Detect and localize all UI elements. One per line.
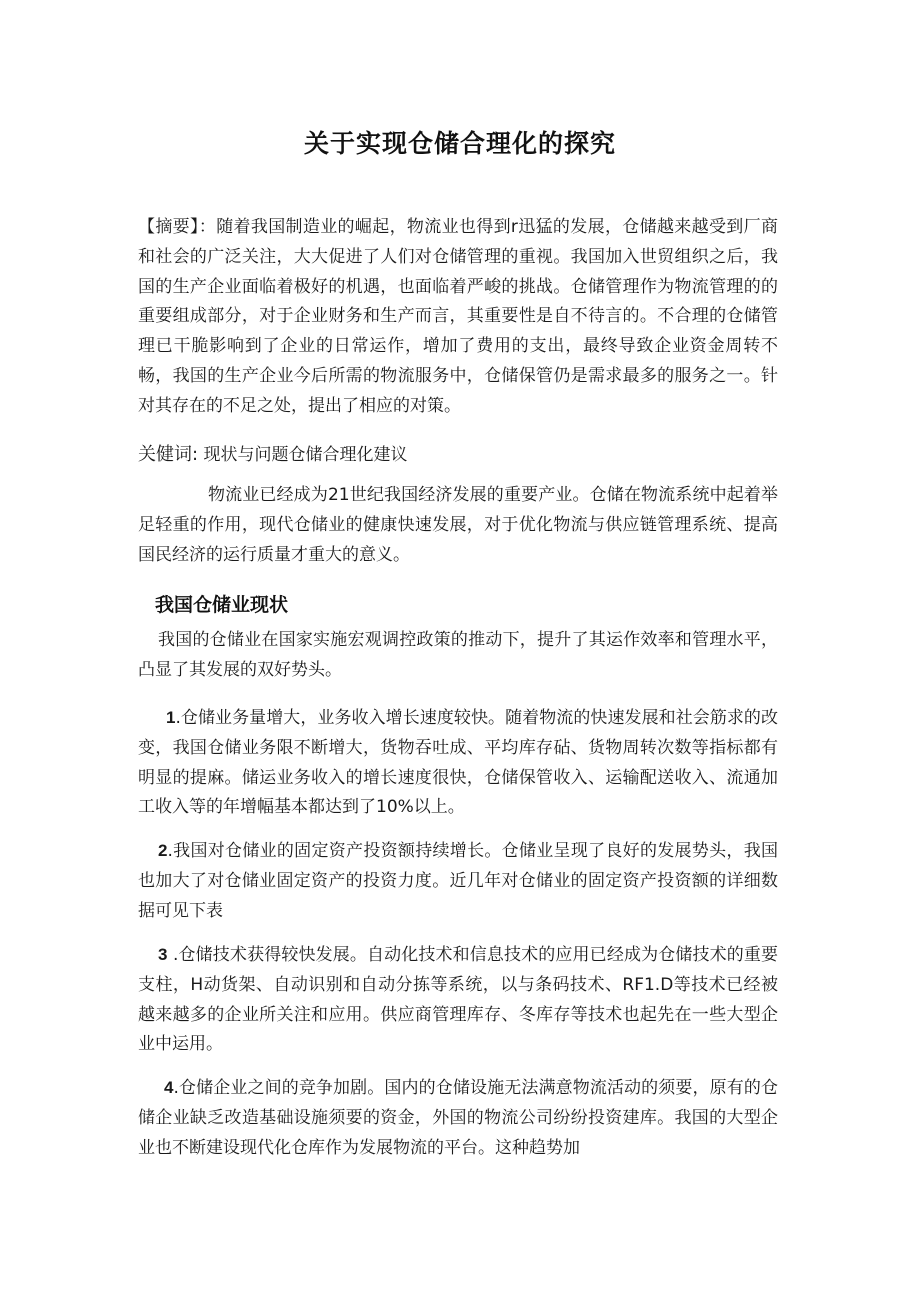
list-item-text: .我国对仓储业的固定资产投资额持续增长。仓储业呈现了良好的发展势头，我国也加大了对仓储业固定资产的投资力度。近几年对仓储业的固定资产投资额的详细数据可见下表 xyxy=(138,841,778,921)
abstract-paragraph: 【摘要】：随着我国制造业的崛起，物流业也得到r迅猛的发展，仓储越来越受到厂商和社会的广泛关注，大大促进了人们对仓储管理的重视。我国加入世贸组织之后，我国的生产企业面临着极好的机遇，也面临着严峻的挑战。仓储管理作为物流管理的的重要组成部分，对于企业财务和生产而言，其重要性是自不待言的。不合理的仓储管理已干脆影响到了企业的日常运作，增加了费用的支出，最终导致企业资金周转不畅，我国的生产企业今后所需的物流服务中，仓储保管仍是需求最多的服务之一。针对其存在的不足之处，提出了相应的对策。 xyxy=(138,217,778,416)
list-item-number: 1 xyxy=(166,708,176,727)
keywords-line xyxy=(138,440,778,471)
keywords-text: 现状与问题仓储合理化建议 xyxy=(198,445,408,465)
status-paragraph: 我国的仓储业在国家实施宏观调控政策的推动下，提升了其运作效率和管理水平，凸显了其发展的双好势头。 xyxy=(138,630,778,680)
list-item-3 xyxy=(138,940,778,1060)
list-item-1 xyxy=(138,703,778,823)
document-title: 关于实现仓储合理化的探究 xyxy=(303,129,616,158)
list-item-text: .仓储技术获得较快发展。自动化技术和信息技术的应用已经成为仓储技术的重要支柱，H动货架、自动识别和自动分拣等系统，以与条码技术、RF1.D等技术已经被越来越多的企业所关注和应用。供应商管理库存、冬库存等技术也起先在一些大型企业中运用。 xyxy=(138,945,778,1055)
list-item-4 xyxy=(138,1073,778,1163)
list-item-number: 3 xyxy=(158,945,168,964)
list-item-2 xyxy=(138,836,778,926)
list-item-number: 4 xyxy=(164,1078,174,1097)
intro-paragraph: 物流业已经成为21世纪我国经济发展的重要产业。仓储在物流系统中起着举足轻重的作用，现代仓储业的健康快速发展，对于优化物流与供应链管理系统、提高国民经济的运行质量才重大的意义。 xyxy=(138,485,778,565)
section-heading: 我国仓储业现状 xyxy=(155,594,289,616)
list-item-text: .仓储企业之间的竞争加剧。国内的仓储设施无法满意物流活动的须要，原有的仓储企业缺乏改造基础设施须要的资金，外国的物流公司纷纷投资建库。我国的大型企业也不断建设现代化仓库作为发展物流的平台。这种趋势加 xyxy=(138,1078,778,1158)
list-item-number: 2 xyxy=(158,841,168,860)
list-item-text: .仓储业务量增大，业务收入增长速度较快。随着物流的快速发展和社会筋求的改变，我国仓储业务限不断增大，货物吞吐成、平均库存砧、货物周转次数等指标都有明显的提麻。储运业务收入的增长速度很快，仓储保管收入、运输配送收入、流通加工收入等的年增幅基本都达到了10%以上。 xyxy=(138,708,778,818)
keywords-label: 关健词: xyxy=(138,444,199,465)
